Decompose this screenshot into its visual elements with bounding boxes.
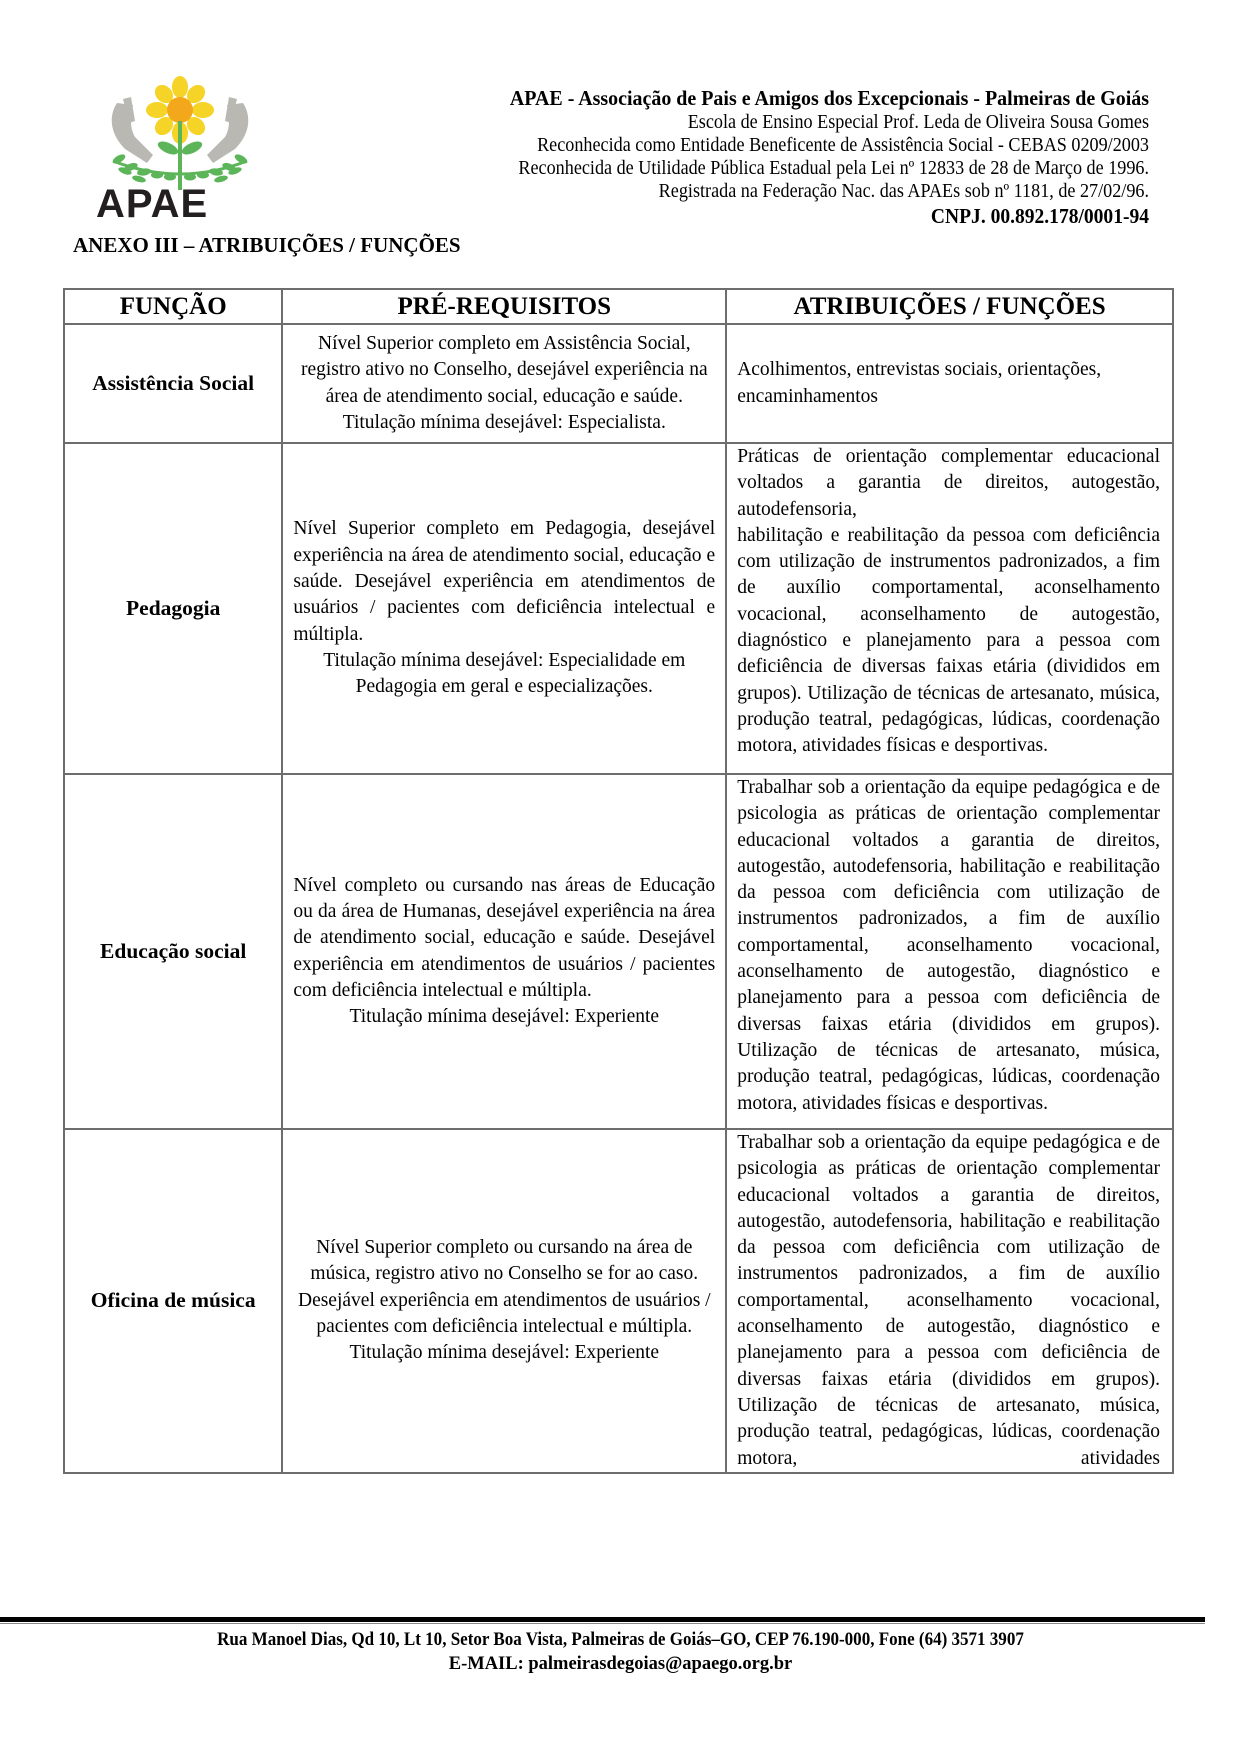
annex-title: ANEXO III – ATRIBUIÇÕES / FUNÇÕES <box>73 233 461 257</box>
footer-rule-thin <box>0 1623 1205 1624</box>
functions-table <box>63 288 1174 1474</box>
header-atribuicoes: ATRIBUIÇÕES / FUNÇÕES <box>726 289 1173 324</box>
atribuicoes-text-2: habilitação e reabilitação da pessoa com deficiência com utilização de instrumentos padronizados, a fim de auxílio comportamental, aconselhamento vocacional, aconselhamento de autogestão, diagnóstico e planejamento para a pessoa com deficiência de diversas faixas etária (divididos em grupos). Utilização de técnicas de artesanato, música, produção teatral, pedagógicas, lúdicas, coordenação motora, atividades físicas e desportivas. <box>737 524 1160 757</box>
atribuicoes-text: Trabalhar sob a orientação da equipe pedagógica e de psicologia as práticas de orientação complementar educacional voltados a garantia de direitos, autogestão, autodefensoria, habilitação e reabilitação da pessoa com deficiência com utilização de instrumentos padronizados, a fim de auxílio comportamental, aconselhamento vocacional, aconselhamento de autogestão, diagnóstico e planejamento para a pessoa com deficiência de diversas faixas etária (divididos em grupos). Utilização de técnicas de artesanato, música, produção teatral, pedagógicas, lúdicas, coordenação motora, atividades <box>737 1132 1160 1469</box>
funcao-cell: Oficina de música <box>64 1129 282 1473</box>
apae-flower-hands-icon <box>95 75 265 190</box>
cnpj: CNPJ. 00.892.178/0001-94 <box>930 204 1149 228</box>
atribuicoes-cell <box>726 774 1173 1129</box>
requisitos-cell <box>282 443 726 774</box>
atribuicoes-text-1: Práticas de orientação complementar educacional voltados a garantia de direitos, autogestão, autodefensoria, <box>737 446 1160 520</box>
cebas-line: Reconhecida como Entidade Beneficente de Assistência Social - CEBAS 0209/2003 <box>537 135 1149 156</box>
funcao-cell: Pedagogia <box>64 443 282 774</box>
funcao-cell: Educação social <box>64 774 282 1129</box>
requisitos-text: Nível Superior completo ou cursando na área de música, registro ativo no Conselho se for ao caso. Desejável experiência em atendimentos de usuários / pacientes com deficiência intelectual e múltipla. Titulação mínima desejável: Experiente <box>297 1237 711 1364</box>
requisitos-cell <box>282 774 726 1129</box>
header-pre-requisitos: PRÉ-REQUISITOS <box>282 289 726 324</box>
titulacao-text: Titulação mínima desejável: Especialidade em Pedagogia em geral e especializações. <box>323 649 686 698</box>
footer-rule <box>0 1617 1205 1622</box>
letterhead <box>249 85 1149 229</box>
requisitos-text: Nível completo ou cursando nas áreas de Educação ou da área de Humanas, desejável experiência na área de atendimento social, educação e saúde. Desejável experiência em atendimentos de usuários / pacientes com deficiência intelectual e múltipla. <box>293 874 716 1001</box>
atribuicoes-text: Trabalhar sob a orientação da equipe pedagógica e de psicologia as práticas de orientação complementar educacional voltados a garantia de direitos, autogestão, autodefensoria, habilitação e reabilitação da pessoa com deficiência com utilização de instrumentos padronizados, a fim de auxílio comportamental, aconselhamento vocacional, aconselhamento de autogestão, diagnóstico e planejamento para a pessoa com deficiência de diversas faixas etária (divididos em grupos). Utilização de técnicas de artesanato, música, produção teatral, pedagógicas, lúdicas, coordenação motora, atividades físicas e desportivas. <box>737 777 1160 1114</box>
requisitos-text: Nível Superior completo em Assistência Social, registro ativo no Conselho, desejável experiência na área de atendimento social, educação e saúde. <box>300 332 708 407</box>
titulacao-text: Titulação mínima desejável: Especialista. <box>342 411 666 433</box>
requisitos-text: Nível Superior completo em Pedagogia, desejável experiência na área de atendimento social, educação e saúde. Desejável experiência em atendimentos de usuários / pacientes com deficiência intelectual e múltipla. <box>293 518 716 645</box>
atribuicoes-cell <box>726 324 1173 443</box>
school-name: Escola de Ensino Especial Prof. Leda de Oliveira Sousa Gomes <box>687 112 1149 133</box>
table-row <box>64 443 1173 774</box>
org-name: APAE - Associação de Pais e Amigos dos Excepcionais - Palmeiras de Goiás <box>509 86 1149 110</box>
table-header-row <box>64 289 1173 324</box>
footer-address: Rua Manoel Dias, Qd 10, Lt 10, Setor Boa Vista, Palmeiras de Goiás–GO, CEP 76.190-000, Fone (64) 3571 3907 <box>217 1630 1024 1650</box>
atribuicoes-cell <box>726 443 1173 774</box>
table-row <box>64 1129 1173 1473</box>
header-funcao: FUNÇÃO <box>64 289 282 324</box>
funcao-cell: Assistência Social <box>64 324 282 443</box>
table-row <box>64 324 1173 443</box>
table-row <box>64 774 1173 1129</box>
requisitos-cell <box>282 1129 726 1473</box>
federacao-line: Registrada na Federação Nac. das APAEs sob nº 1181, de 27/02/96. <box>658 181 1149 202</box>
titulacao-text: Titulação mínima desejável: Experiente <box>349 1006 660 1028</box>
footer-email: E-MAIL: palmeirasdegoias@apaego.org.br <box>448 1654 793 1674</box>
requisitos-cell <box>282 324 726 443</box>
atribuicoes-cell <box>726 1129 1173 1473</box>
logo-text: APAE <box>96 182 209 226</box>
atribuicoes-text: Acolhimentos, entrevistas sociais, orientações, encaminhamentos <box>737 359 1102 407</box>
utilidade-publica-line: Reconhecida de Utilidade Pública Estadual pela Lei nº 12833 de 28 de Março de 1996. <box>518 158 1149 179</box>
